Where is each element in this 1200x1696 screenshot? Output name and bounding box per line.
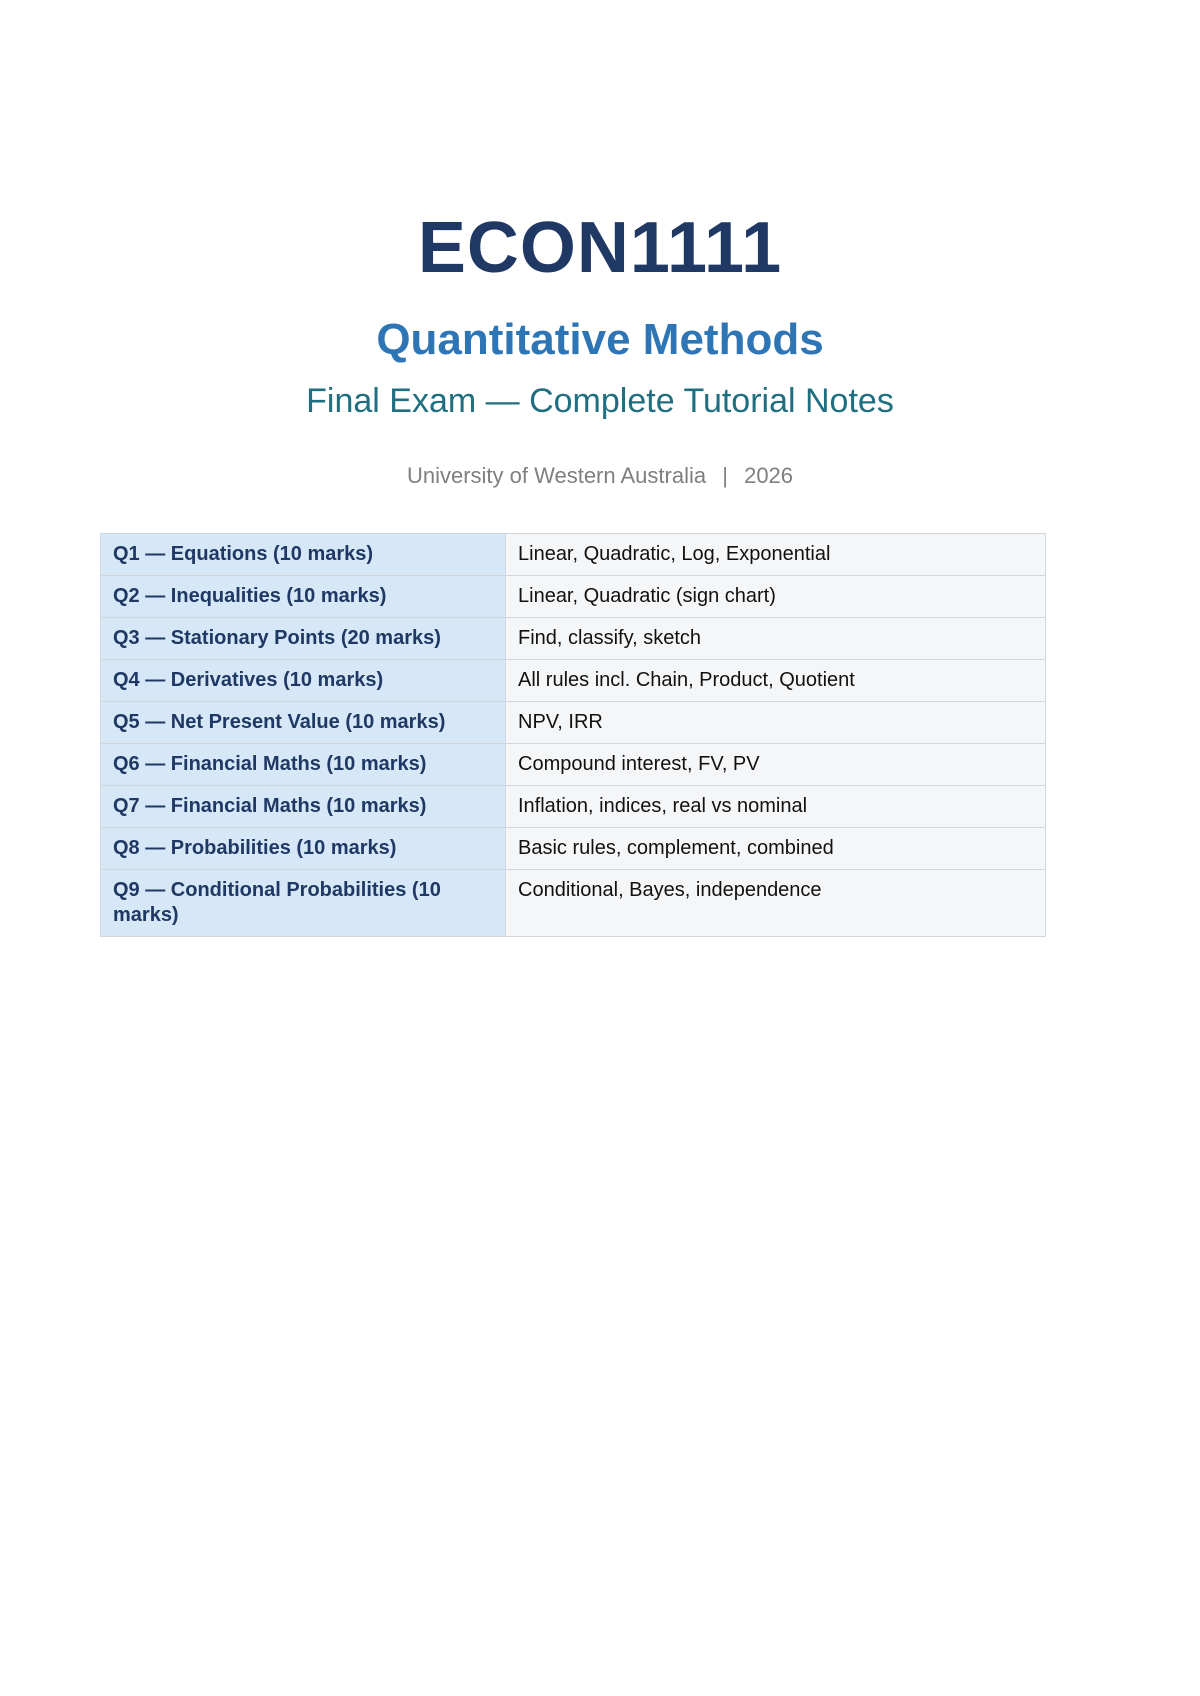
document-subtitle: Final Exam — Complete Tutorial Notes xyxy=(306,382,894,420)
table-row xyxy=(101,828,1046,870)
course-code-title: ECON1111 xyxy=(417,208,783,288)
question-cell: Q3 — Stationary Points (20 marks) xyxy=(101,618,506,660)
question-cell: Q5 — Net Present Value (10 marks) xyxy=(101,702,506,744)
institution-line xyxy=(0,462,1200,490)
institution-name: University of Western Australia xyxy=(406,463,707,488)
table-row xyxy=(101,534,1046,576)
question-cell: Q7 — Financial Maths (10 marks) xyxy=(101,786,506,828)
topics-cell: All rules incl. Chain, Product, Quotient xyxy=(506,660,1046,702)
course-name-heading: Quantitative Methods xyxy=(376,315,824,364)
table-row xyxy=(101,786,1046,828)
document-year: 2026 xyxy=(744,463,794,488)
table-row xyxy=(101,660,1046,702)
table-row xyxy=(101,702,1046,744)
question-cell: Q4 — Derivatives (10 marks) xyxy=(101,660,506,702)
table-row xyxy=(101,576,1046,618)
topics-cell: Compound interest, FV, PV xyxy=(506,744,1046,786)
topics-cell: Conditional, Bayes, independence xyxy=(506,870,1046,937)
topics-cell: Linear, Quadratic (sign chart) xyxy=(506,576,1046,618)
exam-topics-table xyxy=(100,533,1046,937)
question-cell: Q6 — Financial Maths (10 marks) xyxy=(101,744,506,786)
table-row xyxy=(101,870,1046,937)
topics-cell: NPV, IRR xyxy=(506,702,1046,744)
topics-cell: Linear, Quadratic, Log, Exponential xyxy=(506,534,1046,576)
topics-cell: Find, classify, sketch xyxy=(506,618,1046,660)
question-cell: Q8 — Probabilities (10 marks) xyxy=(101,828,506,870)
institution-separator: | xyxy=(722,463,728,488)
question-cell: Q9 — Conditional Probabilities (10 marks) xyxy=(101,870,506,937)
table-row xyxy=(101,618,1046,660)
topics-cell: Inflation, indices, real vs nominal xyxy=(506,786,1046,828)
question-cell: Q1 — Equations (10 marks) xyxy=(101,534,506,576)
question-cell: Q2 — Inequalities (10 marks) xyxy=(101,576,506,618)
table-row xyxy=(101,744,1046,786)
topics-cell: Basic rules, complement, combined xyxy=(506,828,1046,870)
